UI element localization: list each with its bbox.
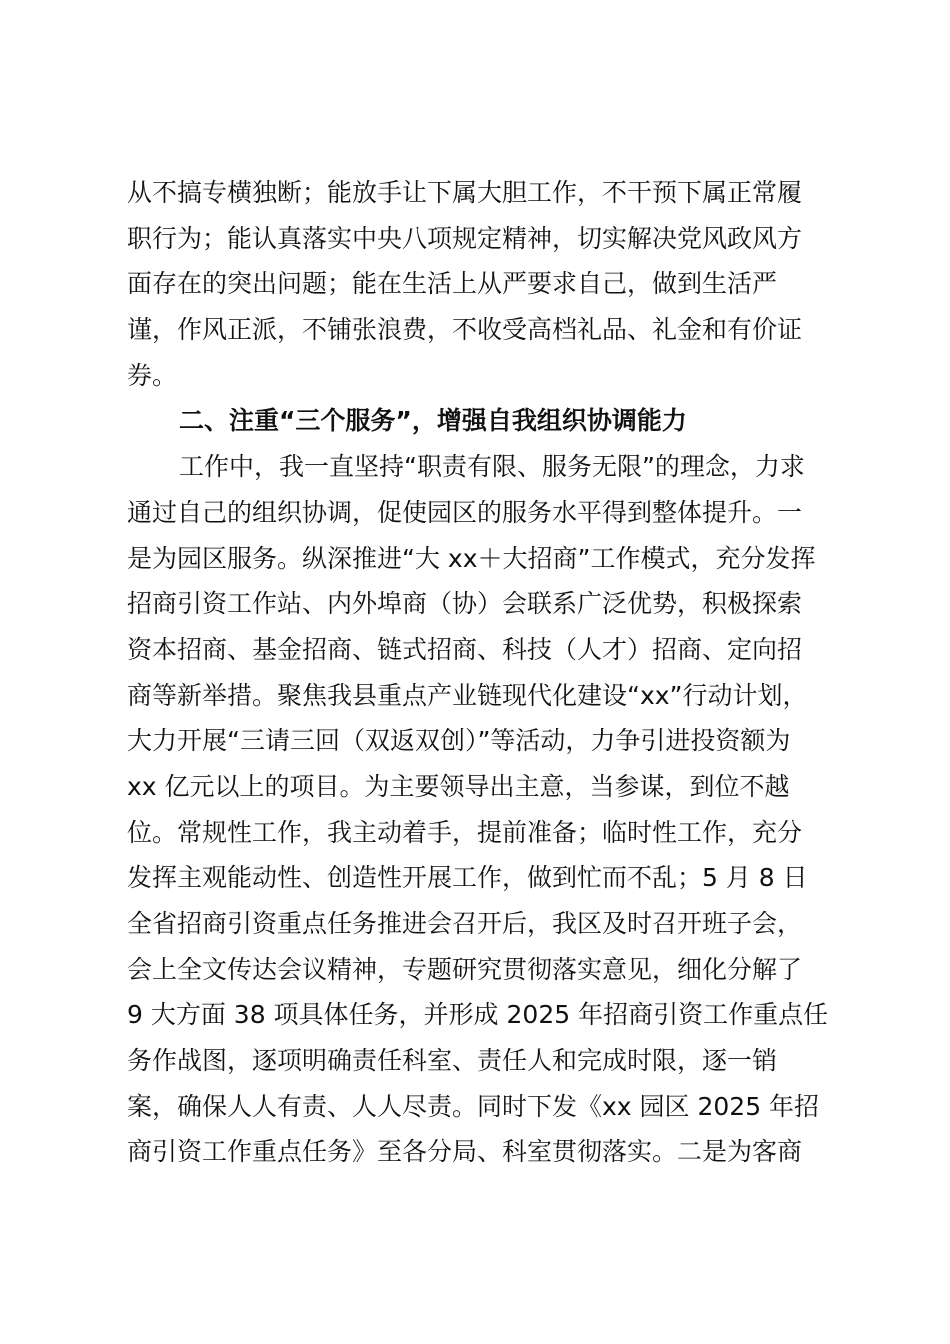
text-line: 位。常规性工作，我主动着手，提前准备；临时性工作，充分 xyxy=(127,817,803,847)
document-body xyxy=(127,170,847,1175)
text-line: 案，确保人人有责、人人尽责。同时下发《xx 园区 2025 年招 xyxy=(127,1091,820,1121)
text-line: 从不搞专横独断；能放手让下属大胆工作，不干预下属正常履 xyxy=(127,178,803,207)
text-line: 面存在的突出问题；能在生活上从严要求自己，做到生活严 xyxy=(127,269,778,299)
text-line: 全省招商引资重点任务推进会召开后，我区及时召开班子会， xyxy=(127,909,803,938)
text-line: 商引资工作重点任务》至各分局、科室贯彻落实。二是为客商 xyxy=(127,1137,803,1167)
text-line: 谨，作风正派，不铺张浪费，不收受高档礼品、礼金和有价证 xyxy=(127,315,803,345)
text-line: 通过自己的组织协调，促使园区的服务水平得到整体提升。一 xyxy=(127,497,803,527)
text-line: 会上全文传达会议精神，专题研究贯彻落实意见，细化分解了 xyxy=(127,954,803,984)
text-line: 招商引资工作站、内外埠商（协）会联系广泛优势，积极探索 xyxy=(127,589,803,619)
text-line: 发挥主观能动性、创造性开展工作，做到忙而不乱；5 月 8 日 xyxy=(127,863,808,893)
section-heading: 二、注重“三个服务”，增强自我组织协调能力 xyxy=(179,406,687,436)
text-line: 9 大方面 38 项具体任务，并形成 2025 年招商引资工作重点任 xyxy=(127,1000,829,1030)
text-line: 是为园区服务。纵深推进“大 xx＋大招商”工作模式，充分发挥 xyxy=(127,543,816,573)
text-line: 工作中，我一直坚持“职责有限、服务无限”的理念，力求 xyxy=(179,452,805,482)
text-line: xx 亿元以上的项目。为主要领导出主意，当参谋，到位不越 xyxy=(127,771,790,801)
text-line: 大力开展“三请三回（双返双创）”等活动，力争引进投资额为 xyxy=(127,726,791,756)
text-line: 职行为；能认真落实中央八项规定精神，切实解决党风政风方 xyxy=(127,223,803,253)
text-line: 资本招商、基金招商、链式招商、科技（人才）招商、定向招 xyxy=(127,634,803,664)
text-line: 务作战图，逐项明确责任科室、责任人和完成时限，逐一销 xyxy=(127,1046,778,1076)
text-line: 商等新举措。聚焦我县重点产业链现代化建设“xx”行动计划， xyxy=(127,680,808,710)
text-line: 券。 xyxy=(127,360,178,390)
